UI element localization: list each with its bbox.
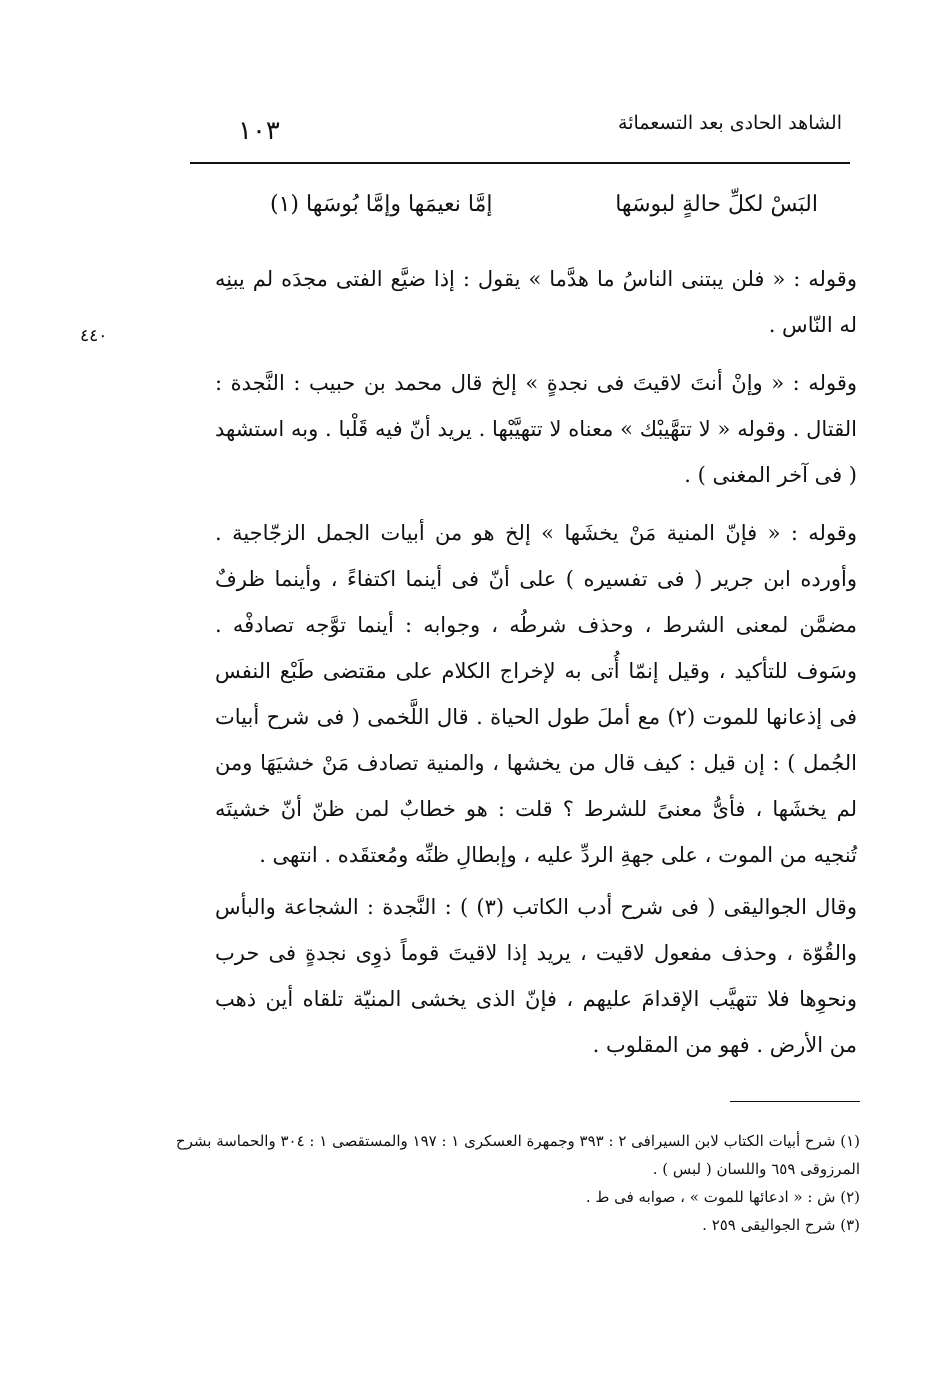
poetry-verse [270,192,818,236]
commentary-paragraph-4: وقال الجواليقى ( فى شرح أدب الكاتب (٣) ) : النَّجدة : الشجاعة والبأس والقُوّة ، وحذف مفعول لاقيت ، يريد إذا لاقيتَ قوماً ذوِى نجدةٍ فى حرب ونحوِها فلا تتهيَّب الإقدامَ عليهم ، فإنّ الذى يخشى المنيّة تلقاه أين ذهب من الأرض . فهو من المقلوب . [215,895,857,1057]
verse-first-hemistich: البَسْ لكلِّ حالةٍ لبوسَها [615,192,818,217]
footnote-divider [730,1101,860,1102]
footnote-1: (١) شرح أبيات الكتاب لابن السيرافى ٢ : ٣٩٣ وجمهرة العسكرى ١ : ١٩٧ والمستقصى ١ : ٣٠٤ والحماسة بشرح المرزوقى ٦٥٩ واللسان ( لبس ) . [175,1132,860,1178]
footnote-3: (٣) شرح الجواليقى ٢٥٩ . [702,1216,860,1234]
commentary-paragraph-1: وقوله : « فلن يبتنى الناسُ ما هدَّما » يقول : إذا ضيَّع الفتى مجدَه لم يبنِه له النّاس . [215,267,857,337]
running-header-title: الشاهد الحادى بعد التسعمائة [618,112,842,134]
commentary-paragraph-2: وقوله : « وإنْ أنتَ لاقيتَ فى نجدةٍ » إلخ قال محمد بن حبيب : النَّجدة : القتال . وقوله « لا تتهَّيبْك » معناه لا تتهيَّبْها . يريد أنّ فيه قَلْبا . وبه استشهد ( فى آخر المغنى ) . [215,371,857,487]
commentary-paragraph-3: وقوله : « فإنّ المنية مَنْ يخشَها » إلخ هو من أبيات الجمل الزجّاجية . وأورده ابن جرير ( فى تفسيره ) على أنّ فى أينما اكتفاءً ، وأينما ظرفٌ مضمَّن لمعنى الشرط ، وحذف شرطُه ، وجوابه : أينما توَّجه تصادفْه . وسَوف للتأكيد ، وقيل إنمّا أُتى به لإخراج الكلام على مقتضى طَبْع النفس فى إذعانها للموت (٢) مع أملَ طول الحياة . قال اللَّخمى ( فى شرح أبيات الجُمل ) : إن قيل : كيف قال من يخشها ، والمنية تصادف مَنْ خشيَهَا ومن لم يخشَها ، فأىُّ معنىً للشرط ؟ قلت : هو خطابٌ لمن ظنّ أنّ خشيتَه تُنجيه من الموت ، على جهةِ الردِّ عليه ، وإبطالِ ظنِّه ومُعتقَده . انتهى . [215,521,857,867]
verse-second-hemistich: إمَّا نعيمَها وإمَّا بُوسَها (١) [270,192,493,217]
page-number: ١٠٣ [238,116,280,146]
footnote-2: (٢) ش : « ادعائها للموت » ، صوابه فى ط . [585,1188,860,1206]
footnotes [170,1127,860,1239]
header-divider [190,162,850,164]
margin-reference-number: ٤٤٠ [80,326,108,346]
